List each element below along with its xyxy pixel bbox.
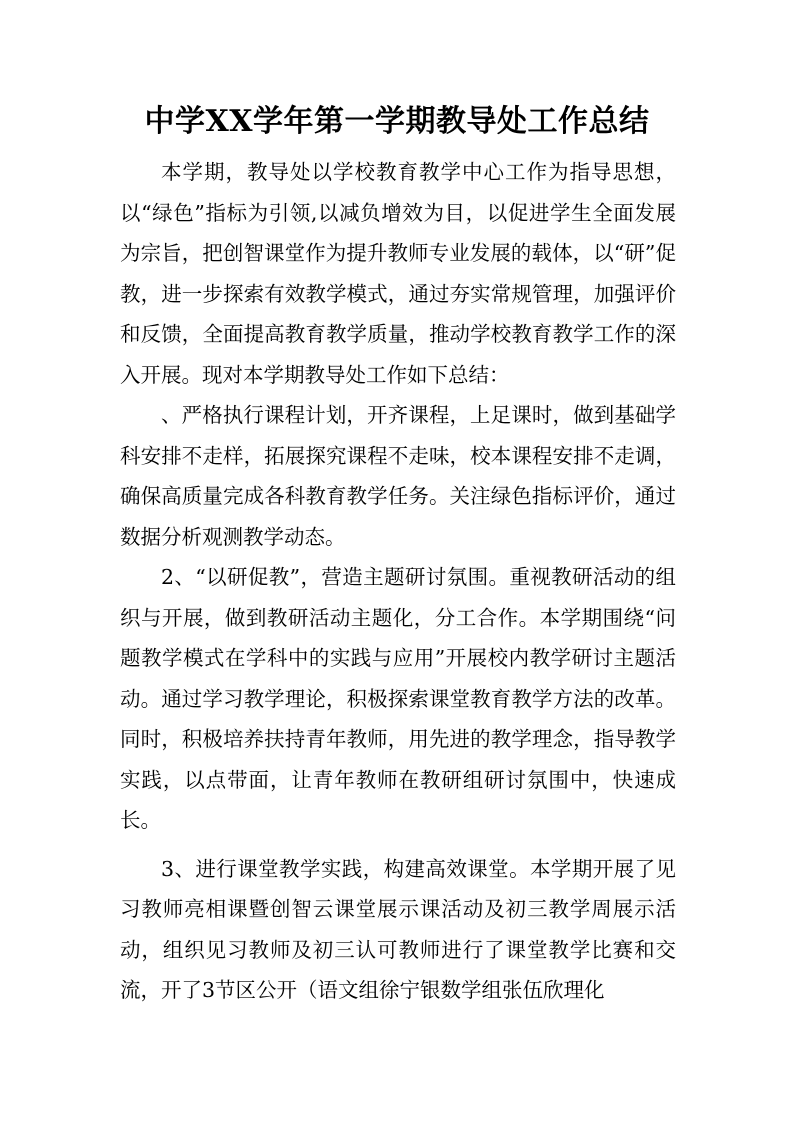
document-body <box>120 152 676 1011</box>
paragraph-item-2: 2、“以研促教”，营造主题研讨氛围。重视教研活动的组织与开展，做到教研活动主题化，分工合作。本学期围绕“问题教学模式在学科中的实践与应用”开展校内教学研讨主题活动。通过学习教学理论，积极探索课堂教育教学方法的改革。同时，积极培养扶持青年教师，用先进的教学理念，指导教学实践，以点带面，让青年教师在教研组研讨氛围中，快速成长。 <box>120 565 676 832</box>
document-title: 中学XX学年第一学期教导处工作总结 <box>144 104 650 139</box>
paragraph-intro: 本学期，教导处以学校教育教学中心工作为指导思想，以“绿色”指标为引领,以减负增效为目，以促进学生全面发展为宗旨，把创智课堂作为提升教师专业发展的载体，以“研”促教，进一步探索有效教学模式，通过夯实常规管理，加强评价和反馈，全面提高教育教学质量，推动学校教育教学工作的深入开展。现对本学期教导处工作如下总结： <box>120 160 676 387</box>
paragraph-item-3: 3、进行课堂教学实践，构建高效课堂。本学期开展了见习教师亮相课暨创智云课堂展示课活动及初三教学周展示活动，组织见习教师及初三认可教师进行了课堂教学比赛和交流，开了3节区公开（语文组徐宁银数学组张伍欣理化 <box>120 856 676 1002</box>
paragraph-gap <box>120 841 676 849</box>
paragraph-item-1: 、严格执行课程计划，开齐课程，上足课时，做到基础学科安排不走样，拓展探究课程不走味，校本课程安排不走调，确保高质量完成各科教育教学任务。关注绿色指标评价，通过数据分析观测教学动态。 <box>120 403 676 549</box>
